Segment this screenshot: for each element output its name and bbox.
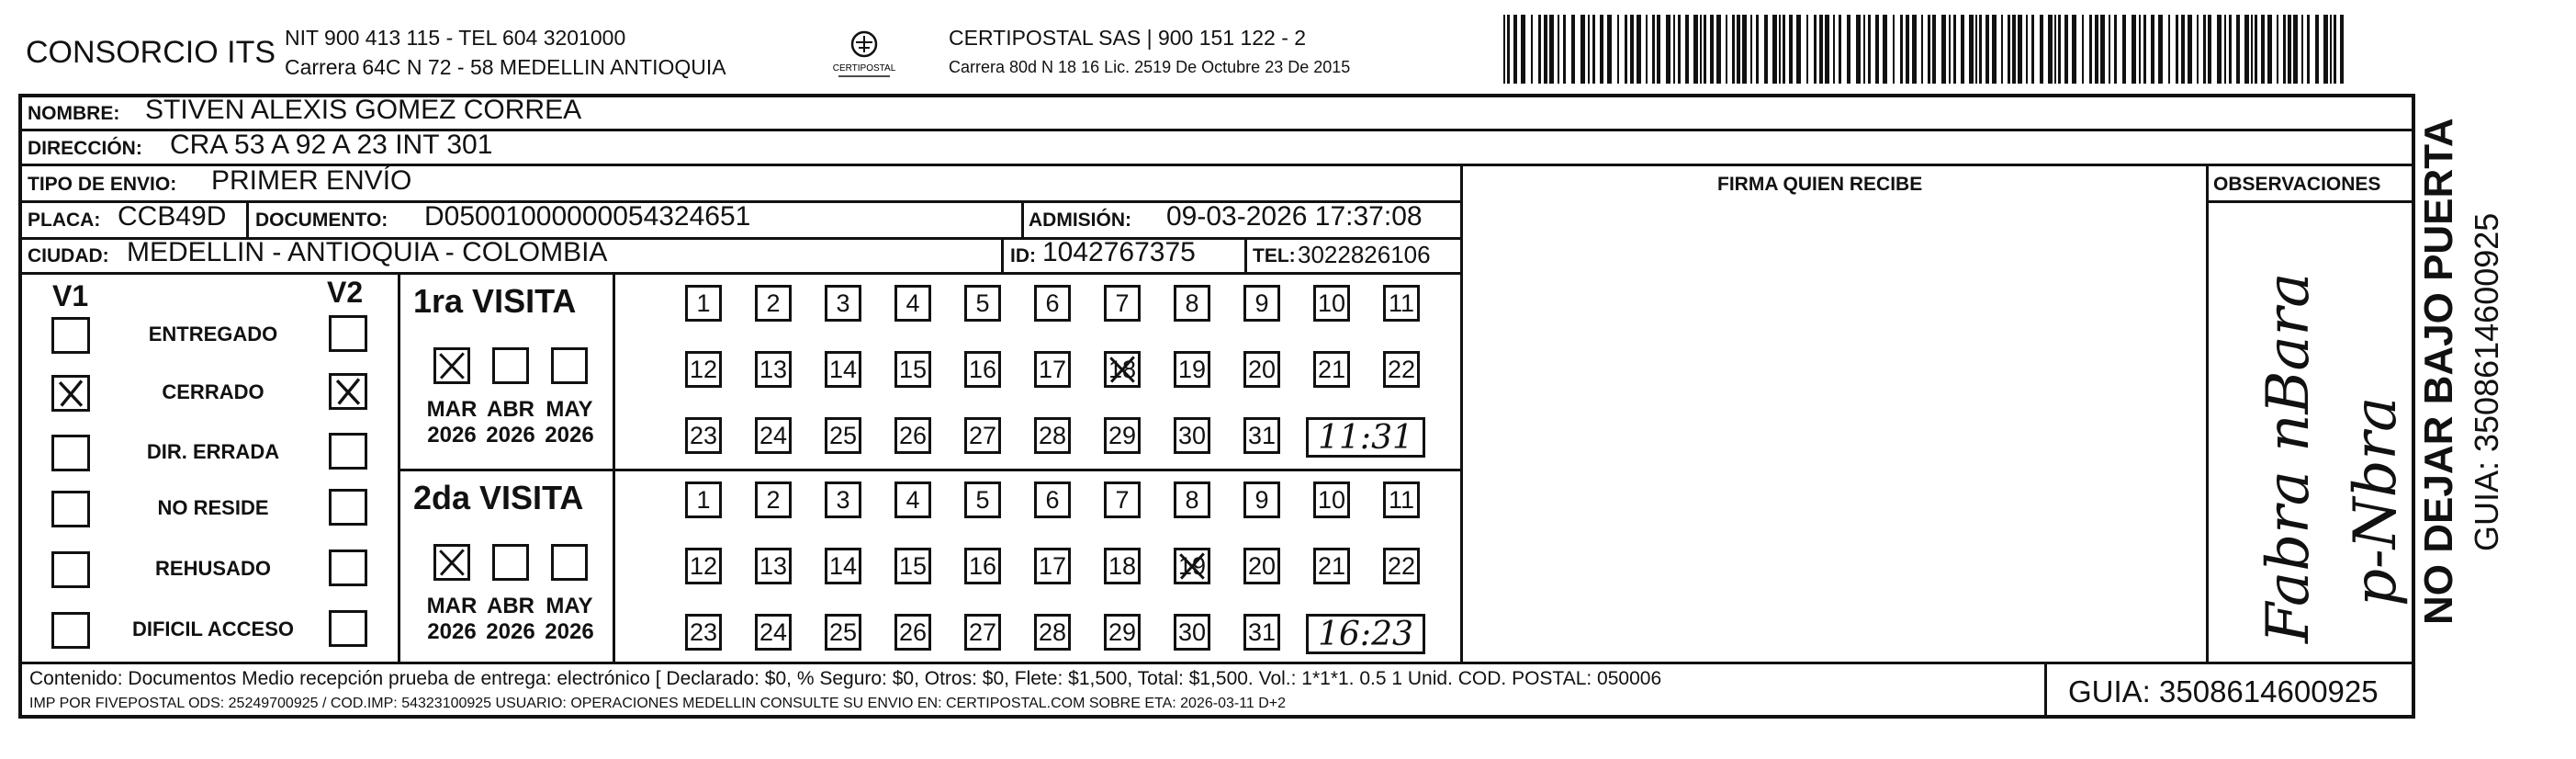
day-box[interactable]	[755, 285, 792, 322]
day-number: 21	[1317, 551, 1346, 580]
day-box[interactable]	[894, 481, 931, 518]
recipient-name: STIVEN ALEXIS GOMEZ CORREA	[145, 95, 582, 125]
observations-header: OBSERVACIONES	[2213, 174, 2381, 195]
day-box[interactable]	[894, 285, 931, 322]
day-box[interactable]	[1313, 285, 1350, 322]
day-box[interactable]	[1243, 481, 1280, 518]
month-checkbox[interactable]	[433, 347, 470, 384]
id-label: ID:	[1010, 245, 1036, 266]
observation-handwriting-2: p-Nbra	[2342, 396, 2410, 606]
day-number: 20	[1247, 551, 1277, 580]
visit-time: 16:23	[1318, 615, 1413, 653]
day-number: 12	[689, 355, 718, 383]
day-box[interactable]	[1034, 614, 1071, 651]
document-number: D05001000000054324651	[424, 201, 751, 232]
day-number: 23	[689, 421, 718, 449]
day-box[interactable]	[1383, 285, 1420, 322]
observation-handwriting-1: Fabra nBara	[2255, 272, 2323, 643]
day-number: 16	[968, 355, 997, 383]
month-year: 2026	[545, 618, 594, 644]
day-number: 5	[975, 485, 990, 514]
day-number: 3	[836, 485, 850, 514]
day-box[interactable]	[825, 285, 861, 322]
day-number: 1	[696, 289, 711, 317]
day-number: 18	[1108, 355, 1137, 383]
day-box[interactable]	[1104, 351, 1141, 388]
day-box[interactable]	[1034, 351, 1071, 388]
day-box[interactable]	[755, 614, 792, 651]
day-box[interactable]	[1104, 285, 1141, 322]
day-number: 8	[1185, 485, 1199, 514]
month-label	[538, 594, 601, 644]
month-checkbox[interactable]	[492, 544, 529, 581]
day-box[interactable]	[1034, 548, 1071, 584]
status-option-label: DIR. ERRADA	[146, 440, 280, 463]
day-number: 28	[1038, 421, 1067, 449]
day-number: 14	[828, 355, 858, 383]
admission-label: ADMISIÓN:	[1029, 210, 1131, 231]
day-box[interactable]	[755, 417, 792, 454]
day-box[interactable]	[685, 481, 722, 518]
day-number: 2	[766, 485, 781, 514]
day-number: 30	[1177, 421, 1207, 449]
day-number: 19	[1177, 355, 1207, 383]
day-box[interactable]	[964, 548, 1001, 584]
month-label	[479, 397, 542, 447]
carrier-name: CERTIPOSTAL SAS | 900 151 122 - 2	[949, 26, 1307, 50]
carrier-license: Carrera 80d N 18 16 Lic. 2519 De Octubre 23 De 2015	[949, 58, 1351, 76]
day-box[interactable]	[825, 351, 861, 388]
month-label	[421, 594, 483, 644]
side-warning: NO DEJAR BAJO PUERTA	[2416, 118, 2461, 625]
day-box[interactable]	[685, 285, 722, 322]
v2-checkbox-0[interactable]	[329, 315, 367, 352]
month-year: 2026	[486, 618, 535, 644]
day-number: 10	[1317, 485, 1346, 514]
recipient-id: 1042767375	[1042, 237, 1196, 267]
day-number: 17	[1038, 355, 1067, 383]
name-label: NOMBRE:	[28, 103, 120, 124]
day-number: 24	[759, 421, 788, 449]
day-box[interactable]	[685, 351, 722, 388]
day-number: 2	[766, 289, 781, 317]
day-number: 13	[759, 355, 788, 383]
day-box[interactable]	[1243, 351, 1280, 388]
day-number: 15	[898, 355, 928, 383]
day-box[interactable]	[1313, 548, 1350, 584]
day-box[interactable]	[825, 481, 861, 518]
month-label	[538, 397, 601, 447]
day-number: 4	[906, 485, 920, 514]
month-year: 2026	[427, 618, 477, 644]
v2-label: V2	[327, 276, 364, 309]
day-box[interactable]	[1313, 351, 1350, 388]
day-number: 26	[898, 617, 928, 646]
day-box[interactable]	[755, 351, 792, 388]
v1-checkbox-0[interactable]	[51, 317, 90, 354]
day-box[interactable]	[1243, 548, 1280, 584]
day-box[interactable]	[685, 548, 722, 584]
admission-date: 09-03-2026 17:37:08	[1166, 201, 1423, 232]
v2-checkbox-4[interactable]	[329, 549, 367, 586]
plate-label: PLACA:	[28, 210, 101, 231]
day-box[interactable]	[685, 417, 722, 454]
day-box[interactable]	[1383, 351, 1420, 388]
barcode	[1503, 15, 2348, 84]
visit-title: 2da VISITA	[413, 479, 584, 516]
city: MEDELLIN - ANTIOQUIA - COLOMBIA	[127, 237, 608, 267]
day-box[interactable]	[685, 614, 722, 651]
day-box[interactable]	[894, 614, 931, 651]
month-name: ABR	[487, 397, 534, 422]
day-number: 9	[1254, 485, 1269, 514]
day-number: 11	[1388, 289, 1415, 317]
v1-checkbox-2[interactable]	[51, 435, 90, 471]
day-number: 25	[828, 421, 858, 449]
sender-company: CONSORCIO ITS	[26, 35, 276, 70]
day-number: 10	[1317, 289, 1346, 317]
day-box[interactable]	[1174, 351, 1210, 388]
address-label: DIRECCIÓN:	[28, 138, 142, 159]
recipient-tel: 3022826106	[1298, 241, 1431, 268]
month-checkbox[interactable]	[551, 347, 588, 384]
day-box[interactable]	[1104, 481, 1141, 518]
signature-header: FIRMA QUIEN RECIBE	[1717, 174, 1923, 195]
v1-checkbox-3[interactable]	[51, 491, 90, 527]
v2-checkbox-2[interactable]	[329, 433, 367, 470]
day-number: 14	[828, 551, 858, 580]
v1-checkbox-5[interactable]	[51, 612, 90, 649]
day-number: 30	[1177, 617, 1207, 646]
day-box[interactable]	[964, 285, 1001, 322]
day-number: 31	[1247, 421, 1277, 449]
day-number: 29	[1108, 421, 1137, 449]
recipient-address: CRA 53 A 92 A 23 INT 301	[170, 130, 493, 160]
day-box[interactable]	[894, 548, 931, 584]
sender-address: Carrera 64C N 72 - 58 MEDELLIN ANTIOQUIA	[285, 55, 726, 79]
day-box[interactable]	[1174, 285, 1210, 322]
status-option-label: DIFICIL ACCESO	[131, 617, 294, 640]
day-number: 23	[689, 617, 718, 646]
day-box[interactable]	[964, 481, 1001, 518]
day-number: 3	[836, 289, 850, 317]
document-label: DOCUMENTO:	[255, 210, 388, 231]
day-number: 1	[696, 485, 711, 514]
visit-title: 1ra VISITA	[413, 282, 577, 320]
day-box[interactable]	[755, 548, 792, 584]
day-box[interactable]	[964, 614, 1001, 651]
day-number: 21	[1317, 355, 1346, 383]
month-label	[479, 594, 542, 644]
visit-time-box[interactable]	[1306, 417, 1425, 458]
day-number: 28	[1038, 617, 1067, 646]
month-year: 2026	[486, 422, 535, 447]
day-number: 31	[1247, 617, 1277, 646]
certipostal-logo	[822, 28, 906, 83]
day-number: 24	[759, 617, 788, 646]
day-box[interactable]	[1174, 481, 1210, 518]
day-box[interactable]	[1243, 417, 1280, 454]
v1-label: V1	[52, 279, 89, 312]
day-box[interactable]	[1104, 417, 1141, 454]
day-number: 13	[759, 551, 788, 580]
shipment-type: PRIMER ENVÍO	[211, 165, 412, 196]
day-box[interactable]	[1034, 481, 1071, 518]
day-number: 9	[1254, 289, 1269, 317]
day-number: 20	[1247, 355, 1277, 383]
day-number: 22	[1387, 551, 1416, 580]
day-number: 16	[968, 551, 997, 580]
visit-time-box[interactable]	[1306, 614, 1425, 654]
status-option-label: NO RESIDE	[157, 496, 269, 519]
day-box[interactable]	[964, 417, 1001, 454]
month-year: 2026	[545, 422, 594, 447]
day-number: 29	[1108, 617, 1137, 646]
v2-checkbox-1[interactable]	[329, 373, 367, 410]
shipment-type-label: TIPO DE ENVIO:	[28, 174, 177, 195]
visit-time: 11:31	[1318, 418, 1413, 457]
logo-text: CERTIPOSTAL	[832, 63, 896, 74]
day-box[interactable]	[825, 614, 861, 651]
day-box[interactable]	[1104, 548, 1141, 584]
month-checkbox[interactable]	[433, 544, 470, 581]
day-box[interactable]	[894, 351, 931, 388]
status-option-label: ENTREGADO	[148, 323, 278, 346]
tel-label: TEL:	[1253, 245, 1296, 266]
side-guide: GUIA: 3508614600925	[2468, 212, 2505, 551]
day-box[interactable]	[1174, 417, 1210, 454]
month-checkbox[interactable]	[551, 544, 588, 581]
day-number: 4	[906, 289, 920, 317]
day-number: 5	[975, 289, 990, 317]
imp-line: IMP POR FIVEPOSTAL ODS: 25249700925 / COD.IMP: 54323100925 USUARIO: OPERACIONES MEDELLIN CONSULTE SU ENVIO EN: CERTIPOSTAL.COM SOBRE ETA: 2026-03-11 D+2	[29, 696, 1287, 711]
day-number: 15	[898, 551, 928, 580]
v1-checkbox-4[interactable]	[51, 551, 90, 588]
day-box[interactable]	[1243, 614, 1280, 651]
day-number: 27	[968, 421, 997, 449]
day-box[interactable]	[1313, 481, 1350, 518]
day-number: 12	[689, 551, 718, 580]
day-box[interactable]	[1034, 285, 1071, 322]
month-label	[421, 397, 483, 447]
day-number: 11	[1388, 485, 1415, 514]
day-box[interactable]	[1174, 614, 1210, 651]
sender-nit: NIT 900 413 115 - TEL 604 3201000	[285, 26, 626, 50]
day-number: 6	[1045, 289, 1060, 317]
day-box[interactable]	[1383, 548, 1420, 584]
day-box[interactable]	[755, 481, 792, 518]
day-number: 17	[1038, 551, 1067, 580]
month-checkbox[interactable]	[492, 347, 529, 384]
footer-guide: GUIA: 3508614600925	[2068, 674, 2379, 708]
month-name: MAR	[426, 594, 478, 618]
v2-checkbox-3[interactable]	[329, 489, 367, 526]
v1-checkbox-1[interactable]	[51, 375, 90, 412]
day-box[interactable]	[1174, 548, 1210, 584]
day-number: 19	[1177, 551, 1207, 580]
month-name: MAY	[546, 594, 593, 618]
month-year: 2026	[427, 422, 477, 447]
day-box[interactable]	[1383, 481, 1420, 518]
day-box[interactable]	[894, 417, 931, 454]
v2-checkbox-5[interactable]	[329, 610, 367, 647]
month-name: MAY	[546, 397, 593, 422]
day-box[interactable]	[1104, 614, 1141, 651]
day-box[interactable]	[1034, 417, 1071, 454]
day-number: 22	[1387, 355, 1416, 383]
day-number: 25	[828, 617, 858, 646]
day-box[interactable]	[825, 417, 861, 454]
day-box[interactable]	[1243, 285, 1280, 322]
day-number: 18	[1108, 551, 1137, 580]
day-number: 7	[1115, 485, 1130, 514]
day-box[interactable]	[825, 548, 861, 584]
plate: CCB49D	[118, 201, 227, 232]
content-line: Contenido: Documentos Medio recepción prueba de entrega: electrónico [ Declarado: $0, % Seguro: $0, Otros: $0, Flete: $1,500, Total: $1,500. Vol.: 1*1*1. 0.5 1 Unid. COD. POSTAL: 050006	[29, 668, 1662, 689]
day-number: 8	[1185, 289, 1199, 317]
day-box[interactable]	[964, 351, 1001, 388]
status-option-label: CERRADO	[162, 380, 264, 403]
day-number: 27	[968, 617, 997, 646]
day-number: 6	[1045, 485, 1060, 514]
month-name: MAR	[426, 397, 478, 422]
day-number: 7	[1115, 289, 1130, 317]
day-number: 26	[898, 421, 928, 449]
status-option-label: REHUSADO	[155, 557, 271, 580]
city-label: CIUDAD:	[28, 245, 109, 266]
month-name: ABR	[487, 594, 534, 618]
